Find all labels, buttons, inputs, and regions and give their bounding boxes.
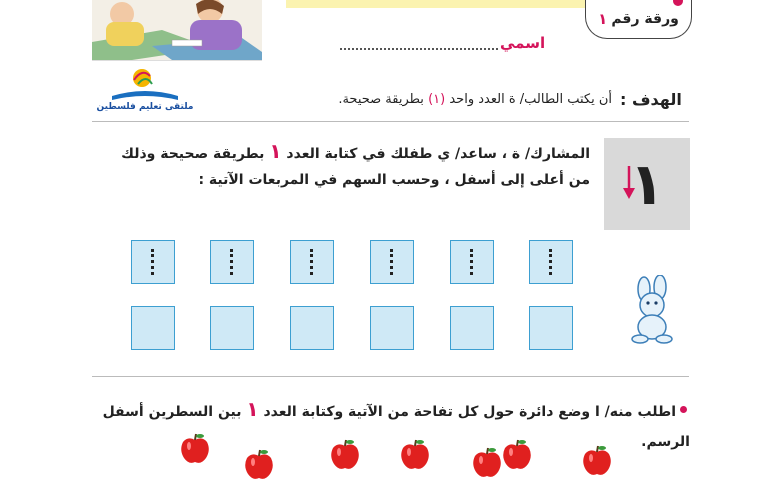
tracing-cell[interactable] (210, 240, 254, 284)
worksheet-number: ١ (598, 10, 608, 28)
goal-text-after: بطريقة صحيحة. (338, 92, 424, 107)
dotted-one-guide (151, 249, 156, 275)
goal-text-before: أن يكتب الطالب/ ة العدد واحد (449, 92, 612, 107)
goal-number: (١) (428, 92, 446, 107)
logo-text: ملتقى تعليم فلسطين (96, 102, 194, 112)
big-numeral-one: ١ (629, 150, 665, 218)
divider (92, 121, 689, 122)
task2-line1 (96, 394, 690, 427)
apple-icon[interactable] (242, 448, 276, 482)
top-banner (286, 0, 586, 8)
name-label: اسمي (500, 34, 546, 52)
goal-label: الهدف : (620, 90, 682, 109)
bunny-illustration (622, 275, 684, 345)
apple-icon[interactable] (500, 438, 534, 472)
goal-text (260, 92, 612, 107)
apple-icon[interactable] (470, 446, 504, 480)
children-writing-illustration (92, 0, 262, 61)
dotted-one-guide (310, 249, 315, 275)
tracing-cell[interactable] (450, 240, 494, 284)
task1-number: ١ (269, 139, 282, 163)
task1-instructions (96, 138, 590, 193)
task1-line1-after: بطريقة صحيحة وذلك (121, 146, 265, 162)
worksheet-number-badge (585, 0, 692, 39)
task1-line1-before: المشارك/ ة ، ساعد/ ي طفلك في كتابة العدد (286, 146, 590, 162)
apple-icon[interactable] (328, 438, 362, 472)
apple-icon[interactable] (178, 432, 212, 466)
divider (92, 376, 689, 377)
task2-text-before: اطلب منه/ ا وضع دائرة حول كل تفاحة من الآتية وكتابة العدد (263, 404, 676, 420)
writing-cell[interactable] (290, 306, 334, 350)
task2-text-after: بين السطرين أسفل (102, 404, 242, 420)
tracing-cell[interactable] (370, 240, 414, 284)
tracing-cell[interactable] (290, 240, 334, 284)
dotted-one-guide (390, 249, 395, 275)
apple-icon[interactable] (580, 444, 614, 478)
down-arrow-icon (622, 166, 636, 200)
worksheet-label: ورقة رقم (611, 11, 679, 27)
task1-line1 (96, 138, 590, 167)
writing-cell[interactable] (210, 306, 254, 350)
writing-cell[interactable] (450, 306, 494, 350)
tracing-cell[interactable] (529, 240, 573, 284)
task2-line2: الرسم. (641, 434, 690, 450)
name-field-line[interactable] (340, 36, 498, 50)
writing-cell[interactable] (529, 306, 573, 350)
writing-cell[interactable] (131, 306, 175, 350)
pin-icon (673, 0, 683, 6)
dotted-one-guide (470, 249, 475, 275)
task1-line2: من أعلى إلى أسفل ، وحسب السهم في المربعات الآتية : (198, 172, 590, 188)
task2-number: ١ (246, 397, 259, 421)
writing-cell[interactable] (370, 306, 414, 350)
apple-icon[interactable] (398, 438, 432, 472)
tracing-cell[interactable] (131, 240, 175, 284)
dotted-one-guide (230, 249, 235, 275)
dotted-one-guide (549, 249, 554, 275)
